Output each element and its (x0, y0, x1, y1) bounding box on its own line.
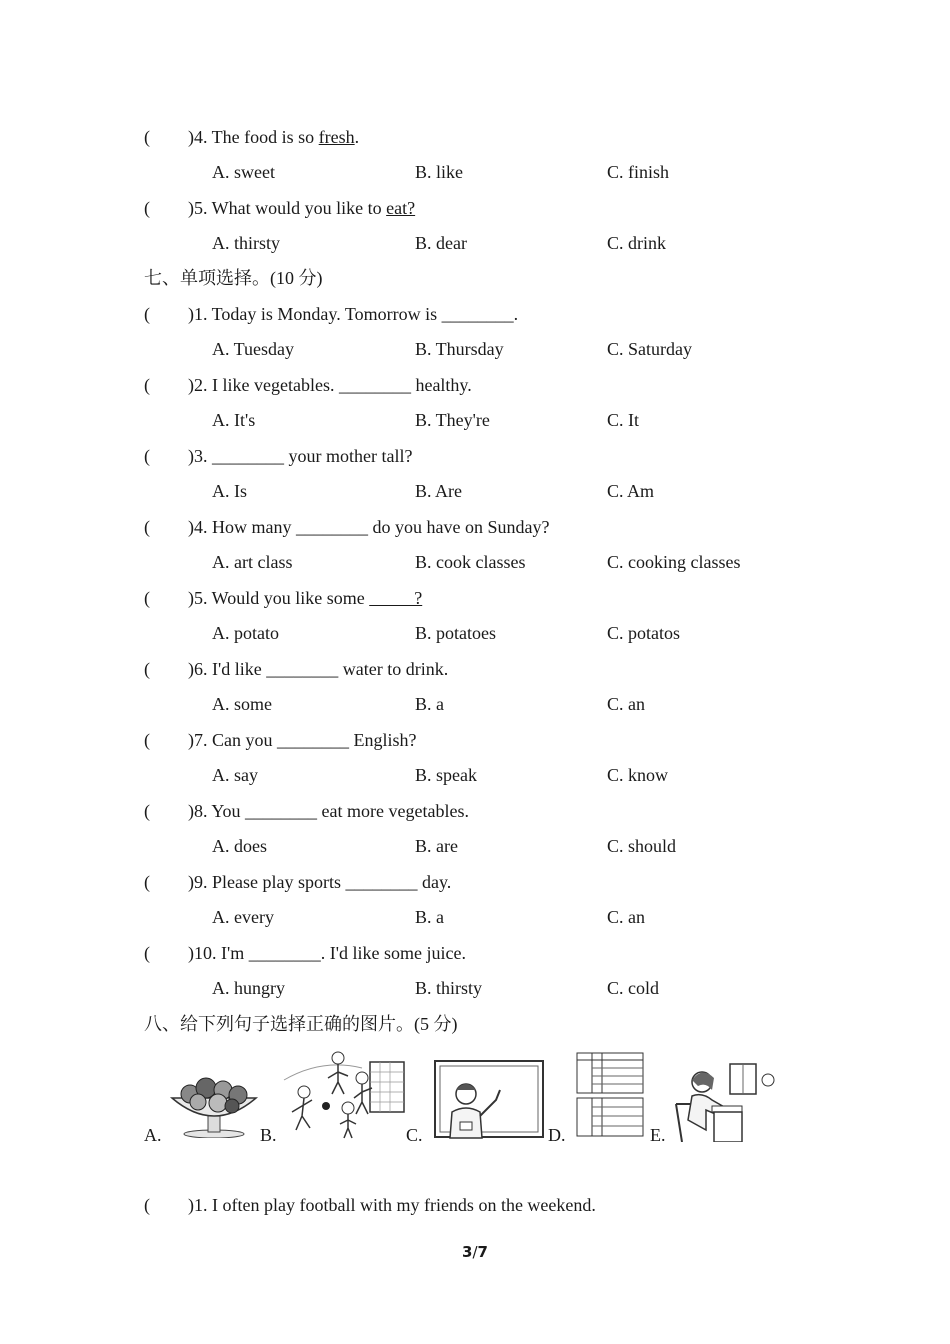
option-b: B. They're (415, 410, 490, 430)
question-line (144, 658, 448, 680)
question-line (144, 587, 422, 609)
timetable-icon (576, 1052, 644, 1138)
question-line (144, 303, 518, 325)
question-number: )5. (188, 588, 208, 608)
answer-paren[interactable]: ( (144, 127, 150, 147)
question-line: ( )4. The food is so fresh. (144, 127, 360, 147)
answer-paren[interactable]: ( (144, 659, 150, 679)
question-line (144, 871, 451, 893)
option-b: B. Thursday (415, 339, 504, 359)
teacher-blackboard-icon (434, 1060, 546, 1140)
answer-paren[interactable]: ( (144, 446, 150, 466)
answer-blank: ? (369, 588, 423, 608)
picture-label-d: D. (548, 1125, 566, 1145)
option-a: A. potato (212, 623, 279, 643)
option-a: A. thirsty (212, 233, 281, 253)
option-c: C. cooking classes (607, 552, 741, 572)
option-c: C. Am (607, 481, 655, 501)
option-a: A. some (212, 694, 272, 714)
section-title: 八、给下列句子选择正确的图片。(5 分) (144, 1014, 458, 1034)
section-title: 七、单项选择。(10 分) (144, 268, 323, 288)
question-number: )4. (188, 517, 208, 537)
question-line (144, 445, 412, 467)
question-text: ________ your mother tall? (207, 446, 413, 466)
question-line (144, 516, 549, 538)
option-b: B. dear (415, 233, 467, 253)
option-a: A. does (212, 836, 267, 856)
option-a: A. hungry (212, 978, 285, 998)
option-a: A. every (212, 907, 274, 927)
option-c: C. Saturday (607, 339, 692, 359)
page-number: 3/7 (462, 1243, 488, 1261)
answer-paren[interactable]: ( (144, 517, 150, 537)
option-c: C. potatos (607, 623, 681, 643)
question-text: How many ________ do you have on Sunday? (207, 517, 550, 537)
option-a: A. It's (212, 410, 256, 430)
question-text: Can you ________ English? (207, 730, 417, 750)
question-text: I like vegetables. ________ healthy. (207, 375, 472, 395)
answer-paren[interactable]: ( (144, 730, 150, 750)
football-kids-icon (282, 1050, 408, 1140)
picture-label-c: C. (406, 1125, 423, 1145)
question-text: You ________ eat more vegetables. (207, 801, 469, 821)
answer-paren[interactable]: ( (144, 198, 150, 218)
option-b: B. speak (415, 765, 477, 785)
question-text: I'd like ________ water to drink. (207, 659, 449, 679)
question-number: )2. (188, 375, 208, 395)
option-a: A. sweet (212, 162, 275, 182)
option-b: B. cook classes (415, 552, 526, 572)
picture-label-a: A. (144, 1125, 162, 1145)
question-number: )1. (188, 304, 208, 324)
question-text: Please play sports ________ day. (207, 872, 452, 892)
picture-label-b: B. (260, 1125, 277, 1145)
option-c: C. an (607, 907, 645, 927)
answer-paren[interactable]: ( (144, 304, 150, 324)
option-b: B. a (415, 694, 444, 714)
picture-label-e: E. (650, 1125, 666, 1145)
option-a: A. art class (212, 552, 293, 572)
question-line (144, 800, 469, 822)
option-b: B. are (415, 836, 458, 856)
girl-studying-icon (672, 1060, 778, 1142)
food-bowl-icon (168, 1072, 260, 1138)
question-line: ( )5. What would you like to eat? (144, 198, 416, 218)
option-c: C. finish (607, 162, 670, 182)
option-b: B. Are (415, 481, 462, 501)
option-c: C. know (607, 765, 669, 785)
question-text: Today is Monday. Tomorrow is ________. (207, 304, 519, 324)
question-text: Would you like some (207, 588, 370, 608)
option-c: C. an (607, 694, 645, 714)
question-number: )10. (188, 943, 217, 963)
answer-paren[interactable]: ( (144, 872, 150, 892)
answer-paren[interactable]: ( (144, 943, 150, 963)
question-line (144, 942, 466, 964)
question-number: )8. (188, 801, 208, 821)
option-a: A. Tuesday (212, 339, 295, 359)
option-a: A. Is (212, 481, 247, 501)
question-number: )3. (188, 446, 208, 466)
option-c: C. It (607, 410, 640, 430)
question-line (144, 374, 472, 396)
option-c: C. should (607, 836, 677, 856)
option-b: B. potatoes (415, 623, 496, 643)
question-number: )7. (188, 730, 208, 750)
question-text: I'm ________. I'd like some juice. (216, 943, 466, 963)
question-number: )6. (188, 659, 208, 679)
option-c: C. cold (607, 978, 659, 998)
answer-paren[interactable]: ( (144, 1195, 150, 1215)
question-line (144, 729, 417, 751)
answer-paren[interactable]: ( (144, 801, 150, 821)
option-c: C. drink (607, 233, 667, 253)
option-b: B. thirsty (415, 978, 483, 998)
option-a: A. say (212, 765, 258, 785)
answer-paren[interactable]: ( (144, 588, 150, 608)
answer-paren[interactable]: ( (144, 375, 150, 395)
option-b: B. a (415, 907, 444, 927)
question-line: ( )1. I often play football with my friends on the weekend. (144, 1195, 596, 1215)
option-b: B. like (415, 162, 463, 182)
question-number: )9. (188, 872, 208, 892)
